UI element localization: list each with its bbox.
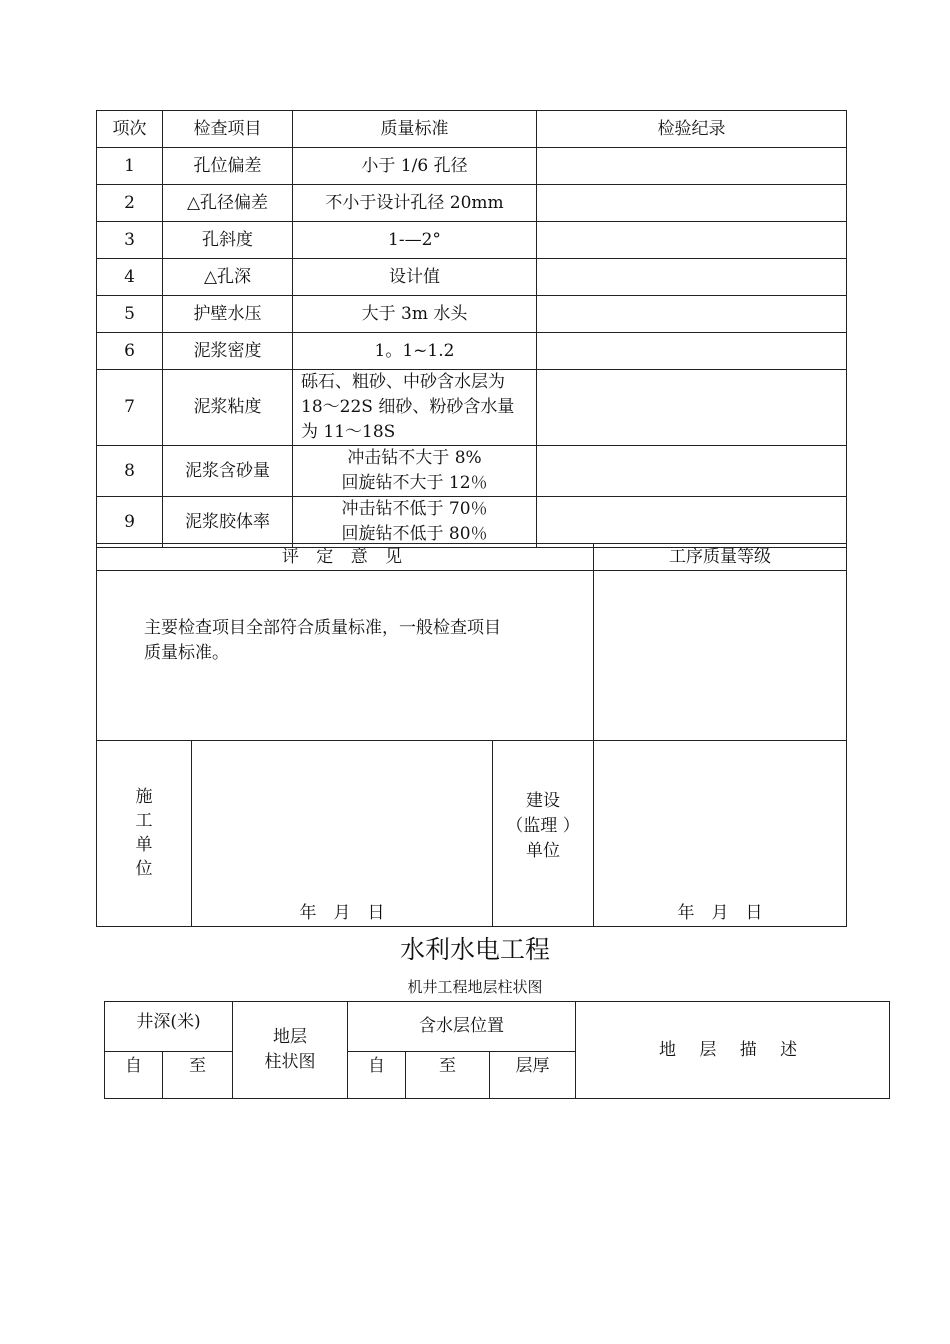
- aquifer-position-header: 含水层位置: [348, 1002, 576, 1052]
- strata-table: [104, 1001, 890, 1099]
- grade-cell: [594, 571, 847, 741]
- inspection-row: [97, 296, 847, 333]
- inspection-row: [97, 446, 847, 497]
- quality-standard-line: 回旋钻不低于 80％: [341, 524, 488, 544]
- construction-unit-label: [97, 741, 192, 927]
- inspection-item: 泥浆粘度: [163, 370, 293, 446]
- construction-signature-cell: [192, 741, 493, 927]
- opinion-header: 评 定 意 见: [97, 544, 594, 571]
- quality-standard: [293, 497, 537, 548]
- document-title: 水利水电工程: [399, 935, 550, 964]
- construction-unit-char-2: 工: [135, 811, 153, 831]
- inspection-item: 泥浆含砂量: [163, 446, 293, 497]
- header-item: 检查项目: [163, 111, 293, 148]
- construction-unit-char-3: 单: [135, 835, 153, 855]
- supervision-unit-line-1: 建设: [526, 791, 560, 811]
- quality-standard-line: 砾石、粗砂、中砂含水层为: [301, 372, 505, 392]
- inspection-item: 孔斜度: [163, 222, 293, 259]
- inspection-row: [97, 185, 847, 222]
- inspection-item: △孔径偏差: [163, 185, 293, 222]
- quality-standard: [293, 259, 537, 296]
- construction-unit-char-1: 施: [135, 787, 153, 807]
- row-number: 7: [97, 370, 163, 446]
- row-number: 2: [97, 185, 163, 222]
- strata-description-header: 地 层 描 述: [576, 1002, 890, 1099]
- inspection-record-cell[interactable]: [537, 296, 847, 333]
- inspection-record-cell[interactable]: [537, 185, 847, 222]
- row-number: 8: [97, 446, 163, 497]
- aquifer-to-header: 至: [406, 1052, 490, 1099]
- inspection-item: 泥浆密度: [163, 333, 293, 370]
- quality-standard-line: 小于 1/6 孔径: [361, 155, 468, 176]
- column-chart-header: [233, 1002, 348, 1099]
- row-number: 3: [97, 222, 163, 259]
- grade-header: 工序质量等级: [594, 544, 847, 571]
- inspection-item: 孔位偏差: [163, 148, 293, 185]
- date-right: 年 月 日: [677, 903, 763, 923]
- quality-standard: [293, 185, 537, 222]
- opinion-line-2: 质量标准。: [144, 642, 229, 663]
- quality-standard-line: 为 11～18S: [301, 422, 396, 442]
- quality-standard-line: 冲击钻不大于 8%: [347, 448, 482, 468]
- inspection-record-cell[interactable]: [537, 446, 847, 497]
- column-chart-line-2: 柱状图: [264, 1052, 316, 1072]
- thickness-header: 层厚: [490, 1052, 576, 1099]
- quality-standard-line: 冲击钻不低于 70％: [341, 499, 488, 519]
- inspection-row: [97, 148, 847, 185]
- supervision-signature-cell: [594, 741, 847, 927]
- inspection-item: 护壁水压: [163, 296, 293, 333]
- inspection-table-body: [97, 111, 847, 548]
- depth-to-header: 至: [163, 1052, 233, 1099]
- quality-standard-line: 设计值: [389, 266, 440, 287]
- aquifer-from-header: 自: [348, 1052, 406, 1099]
- inspection-record-cell[interactable]: [537, 259, 847, 296]
- inspection-record-cell[interactable]: [537, 497, 847, 548]
- quality-standard-line: 大于 3m 水头: [361, 303, 468, 324]
- evaluation-table: [96, 543, 847, 927]
- quality-standard-line: 1-—2°: [388, 229, 441, 250]
- header-row: [97, 111, 847, 148]
- inspection-row: [97, 333, 847, 370]
- well-depth-header: 井深(米): [105, 1002, 233, 1052]
- inspection-row: [97, 497, 847, 548]
- inspection-record-cell[interactable]: [537, 370, 847, 446]
- quality-standard-line: 18～22S 细砂、粉砂含水量: [301, 397, 515, 417]
- inspection-table: [96, 110, 847, 548]
- quality-standard: [293, 370, 537, 446]
- construction-unit-char-4: 位: [135, 859, 153, 879]
- quality-standard: [293, 148, 537, 185]
- column-chart-line-1: 地层: [273, 1027, 308, 1047]
- supervision-unit-line-3: 单位: [526, 841, 560, 861]
- row-number: 9: [97, 497, 163, 548]
- supervision-unit-line-2: （监理 ）: [506, 816, 580, 836]
- inspection-row: [97, 259, 847, 296]
- inspection-record-cell[interactable]: [537, 333, 847, 370]
- quality-standard-line: 1。1~1.2: [374, 340, 455, 361]
- quality-standard: [293, 333, 537, 370]
- document-subtitle: 机井工程地层柱状图: [407, 978, 543, 996]
- inspection-item: 泥浆胶体率: [163, 497, 293, 548]
- depth-from-header: 自: [105, 1052, 163, 1099]
- date-left: 年 月 日: [299, 903, 385, 923]
- quality-standard: [293, 296, 537, 333]
- opinion-line-1: 主要检查项目全部符合质量标准，一般检查项目: [144, 617, 501, 638]
- opinion-cell: [97, 571, 594, 741]
- row-number: 6: [97, 333, 163, 370]
- quality-standard-line: 不小于设计孔径 20mm: [325, 192, 504, 213]
- header-record: 检验纪录: [537, 111, 847, 148]
- supervision-unit-label: [493, 741, 594, 927]
- inspection-record-cell[interactable]: [537, 222, 847, 259]
- inspection-row: [97, 370, 847, 446]
- header-standard: 质量标准: [293, 111, 537, 148]
- row-number: 4: [97, 259, 163, 296]
- quality-standard: [293, 446, 537, 497]
- inspection-item: △孔深: [163, 259, 293, 296]
- header-no: 项次: [97, 111, 163, 148]
- inspection-row: [97, 222, 847, 259]
- quality-standard-line: 回旋钻不大于 12％: [341, 473, 488, 493]
- quality-standard: [293, 222, 537, 259]
- row-number: 5: [97, 296, 163, 333]
- inspection-record-cell[interactable]: [537, 148, 847, 185]
- row-number: 1: [97, 148, 163, 185]
